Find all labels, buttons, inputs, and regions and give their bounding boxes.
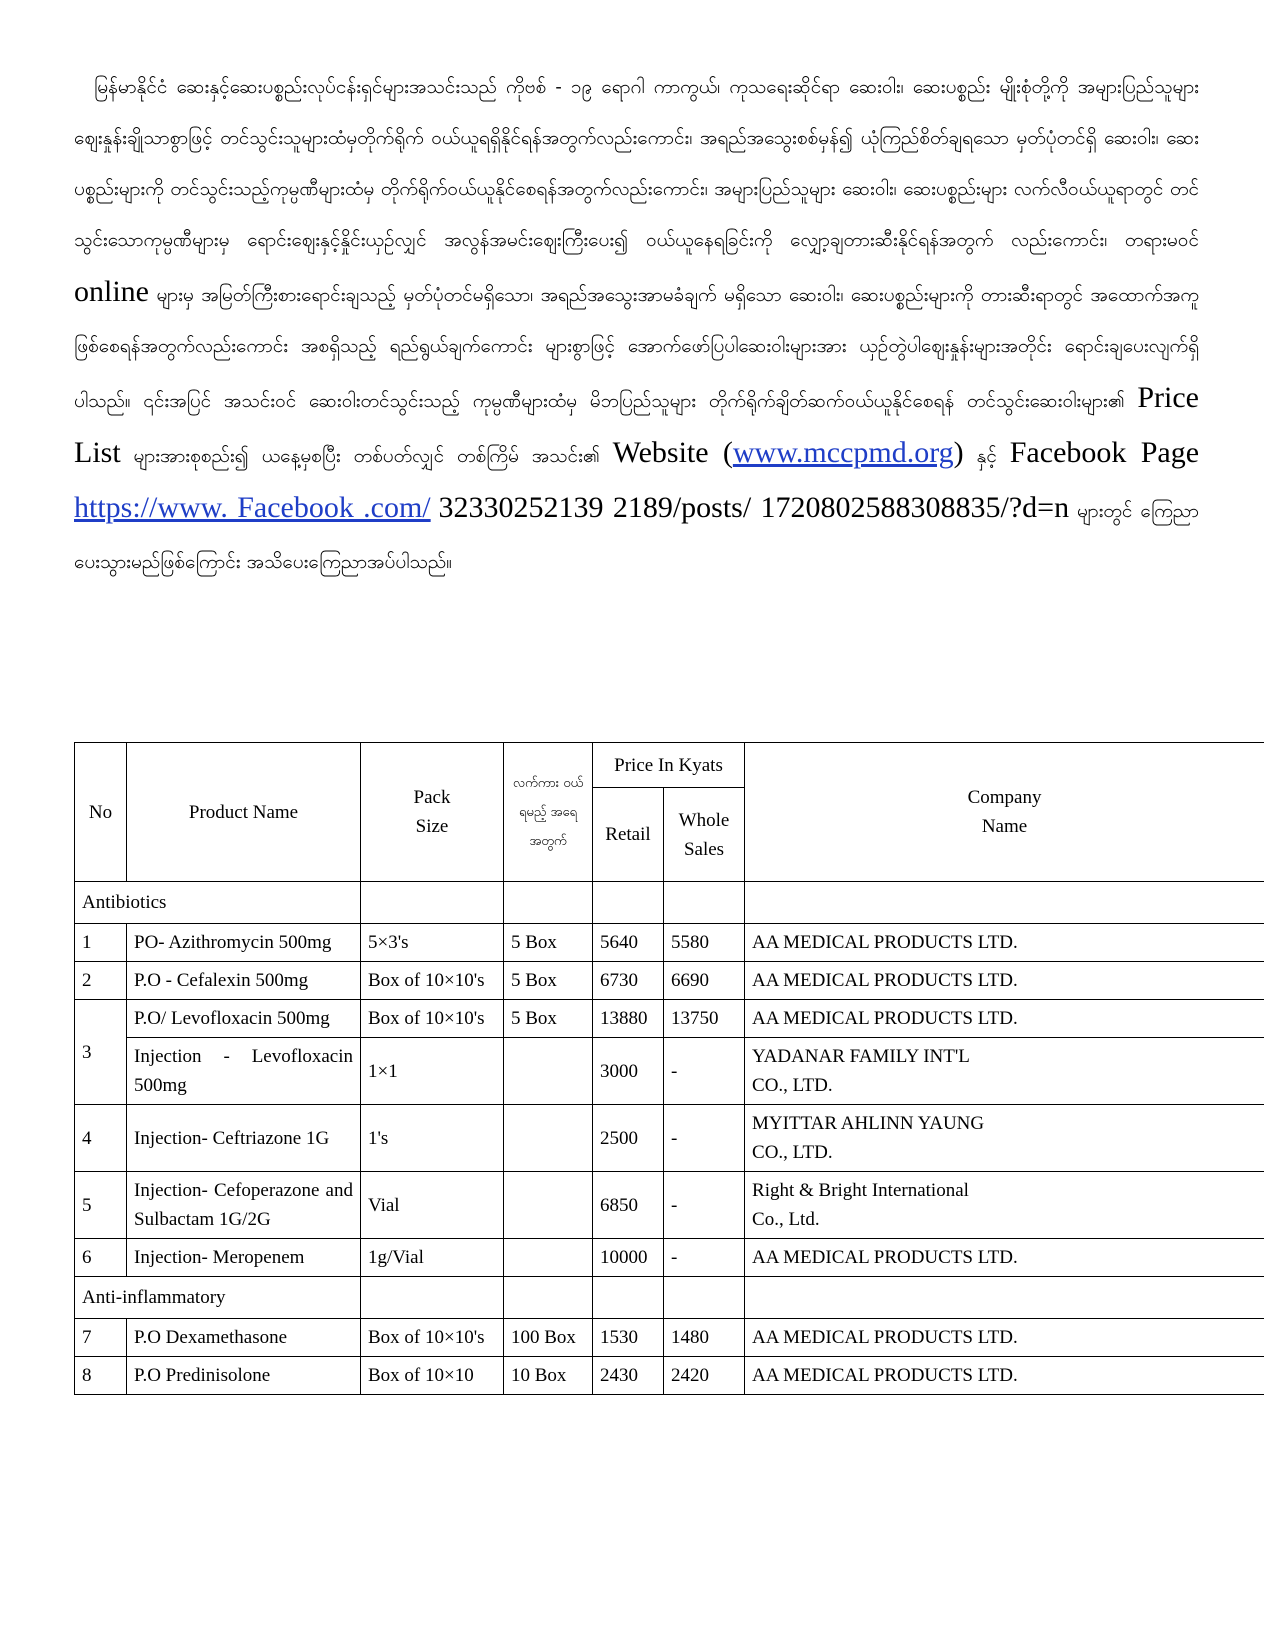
header-price-in-kyats: Price In Kyats [593, 743, 745, 788]
header-product-name: Product Name [127, 743, 361, 882]
table-row [75, 1239, 1265, 1277]
product-line2: Sulbactam 1G/2G [134, 1209, 271, 1230]
header-whole-line2: Sales [683, 838, 725, 860]
row-product-name: Injection- Ceftriazone 1G [127, 1105, 361, 1172]
row-company: AA MEDICAL PRODUCTS LTD. [745, 962, 1264, 1000]
company-line1: YADANAR FAMILY INT'L [752, 1046, 970, 1067]
row-qty [504, 1038, 593, 1105]
online-word: online [74, 275, 149, 308]
header-pack-line2: Size [415, 816, 449, 837]
row-no: 7 [75, 1319, 127, 1357]
facebook-label: Facebook Page [1009, 436, 1200, 469]
row-pack-size: Box of 10×10's [361, 1000, 504, 1038]
row-product-name: P.O Dexamethasone [127, 1319, 361, 1357]
row-pack-size: Box of 10×10's [361, 962, 504, 1000]
row-company [745, 1105, 1264, 1172]
table-row [75, 1038, 1265, 1105]
table-row [75, 924, 1265, 962]
facebook-path: 32330252139 2189/posts/ 1720802588308835/?d=n [438, 491, 1070, 524]
row-qty [504, 1105, 593, 1172]
company-line2: Co., Ltd. [752, 1209, 820, 1230]
row-qty: 10 Box [504, 1357, 593, 1395]
intro-text-3: များအားစုစည်း၍ ယနေ့မှစပြီး တစ်ပတ်လျှင် တစ်ကြိမ် အသင်း၏ [133, 445, 600, 467]
table-row [75, 1105, 1265, 1172]
intro-text-1: မြန်မာနိုင်ငံ ဆေးနှင့်ဆေးပစ္စည်းလုပ်ငန်းရှင်များအသင်းသည် ကိုဗစ် - ၁၉ ရောဂါ ကာကွယ်၊ ကုသရေးဆိုင်ရာ ဆေးဝါး၊ ဆေးပစ္စည်း မျိုးစုံတို့ကို အများပြည်သူများဈေးနှုန်းချိုသာစွာဖြင့် တင်သွင်းသူများထံမှတိုက်ရိုက် ဝယ်ယူရရှိနိုင်ရန်အတွက်လည်းကောင်း၊ အရည်အသွေးစစ်မှန်၍ ယုံကြည်စိတ်ချရသော မှတ်ပုံတင်ရှိ ဆေးဝါး၊ ဆေးပစ္စည်းများကို တင်သွင်းသည့်ကုမ္ပဏီများထံမှ တိုက်ရိုက်ဝယ်ယူနိုင်စေရန်အတွက်လည်းကောင်း၊ အများပြည်သူများ ဆေးဝါး၊ ဆေးပစ္စည်းများ လက်လီဝယ်ယူရာတွင် တင်သွင်းသောကုမ္ပဏီများမှ ရောင်းဈေးနှင့်နှိုင်းယှဉ်လျှင် အလွန်အမင်းဈေးကြီးပေး၍ ဝယ်ယူနေရခြင်းကို လျှော့ချတားဆီးနိုင်ရန်အတွက် လည်းကောင်း၊ တရားမဝင် [74, 76, 1199, 251]
website-close: ) [953, 436, 964, 469]
header-pack-line1: Pack [413, 787, 451, 808]
header-no: No [75, 743, 127, 882]
row-whole-sales: - [664, 1038, 745, 1105]
row-retail: 3000 [593, 1038, 664, 1105]
header-retail: Retail [593, 788, 664, 882]
row-company: AA MEDICAL PRODUCTS LTD. [745, 1000, 1264, 1038]
row-whole-sales: 13750 [664, 1000, 745, 1038]
row-retail: 6730 [593, 962, 664, 1000]
row-pack-size: 1g/Vial [361, 1239, 504, 1277]
category-anti-inflammatory: Anti-inflammatory [75, 1277, 361, 1319]
website-label: Website ( [612, 436, 733, 469]
category-row [75, 1277, 1265, 1319]
row-retail: 10000 [593, 1239, 664, 1277]
row-whole-sales: - [664, 1172, 745, 1239]
row-qty: 5 Box [504, 1000, 593, 1038]
header-wholesale-qty: လက်ကား ဝယ်ရမည့် အရေ အတွက် [504, 743, 593, 882]
header-company-name [745, 743, 1264, 882]
row-company: AA MEDICAL PRODUCTS LTD. [745, 1319, 1264, 1357]
row-retail: 13880 [593, 1000, 664, 1038]
category-antibiotics: Antibiotics [75, 882, 361, 924]
company-line1: Right & Bright International [752, 1180, 969, 1201]
row-whole-sales: - [664, 1105, 745, 1172]
table-row [75, 1319, 1265, 1357]
row-pack-size: 5×3's [361, 924, 504, 962]
product-line1: Injection- Cefoperazone and [134, 1180, 353, 1201]
row-retail: 2500 [593, 1105, 664, 1172]
company-line2: CO., LTD. [752, 1075, 833, 1096]
website-link[interactable]: www.mccpmd.org [732, 436, 954, 469]
row-qty: 5 Box [504, 962, 593, 1000]
row-product-name: PO- Azithromycin 500mg [127, 924, 361, 962]
table-row [75, 1000, 1265, 1038]
row-retail: 1530 [593, 1319, 664, 1357]
row-qty [504, 1239, 593, 1277]
header-whole-sales [664, 788, 745, 882]
row-company: AA MEDICAL PRODUCTS LTD. [745, 1239, 1264, 1277]
company-line2: CO., LTD. [752, 1142, 833, 1163]
row-company [745, 1172, 1264, 1239]
row-company: AA MEDICAL PRODUCTS LTD. [745, 924, 1264, 962]
company-line1: MYITTAR AHLINN YAUNG [752, 1113, 985, 1134]
intro-text-2: များမှ အမြတ်ကြီးစားရောင်းချသည့် မှတ်ပုံတင်မရှိသော၊ အရည်အသွေးအာမခံချက် မရှိသော ဆေးဝါး၊ ဆေးပစ္စည်းများကို တားဆီးရာတွင် အထောက်အကူဖြစ်စေရန်အတွက်လည်းကောင်း အစရှိသည့် ရည်ရွယ်ချက်ကောင်း များစွာဖြင့် အောက်ဖော်ပြပါဆေးဝါးများအား ယှဉ်တွဲပါဈေးနှုန်းများအတိုင်း ရောင်းချပေးလျက်ရှိပါသည်။ ၎င်းအပြင် အသင်းဝင် ဆေးဝါးတင်သွင်းသည့် ကုမ္ပဏီများထံမှ မိဘပြည်သူများ တိုက်ရိုက်ချိတ်ဆက်ဝယ်ယူနိုင်စေရန် တင်သွင်းဆေးဝါးများ၏ [74, 284, 1199, 412]
row-product-name: P.O Predinisolone [127, 1357, 361, 1395]
facebook-link[interactable]: https://www. Facebook .com/ [74, 491, 431, 524]
price-list-word: Price List [74, 381, 1199, 469]
header-pack-size [361, 743, 504, 882]
row-no: 5 [75, 1172, 127, 1239]
category-row [75, 882, 1265, 924]
row-product-name: Injection - Levofloxacin 500mg [127, 1038, 361, 1105]
row-retail: 6850 [593, 1172, 664, 1239]
row-qty: 5 Box [504, 924, 593, 962]
header-whole-line1: Whole [678, 809, 730, 831]
row-company: AA MEDICAL PRODUCTS LTD. [745, 1357, 1264, 1395]
header-row-1 [75, 743, 1265, 788]
row-whole-sales: 6690 [664, 962, 745, 1000]
row-no: 4 [75, 1105, 127, 1172]
row-product-name [127, 1172, 361, 1239]
row-product-name: Injection- Meropenem [127, 1239, 361, 1277]
row-product-name: P.O - Cefalexin 500mg [127, 962, 361, 1000]
row-whole-sales: - [664, 1239, 745, 1277]
row-no: 2 [75, 962, 127, 1000]
intro-paragraph [74, 62, 1199, 588]
row-pack-size: Box of 10×10's [361, 1319, 504, 1357]
header-company-line1: Company [967, 787, 1042, 808]
row-pack-size: Box of 10×10 [361, 1357, 504, 1395]
header-company-line2: Name [981, 816, 1028, 837]
row-pack-size: 1×1 [361, 1038, 504, 1105]
row-qty: 100 Box [504, 1319, 593, 1357]
intro-text-4: နှင့် [976, 445, 997, 467]
row-no: 8 [75, 1357, 127, 1395]
row-retail: 2430 [593, 1357, 664, 1395]
row-whole-sales: 2420 [664, 1357, 745, 1395]
row-no: 6 [75, 1239, 127, 1277]
table-row [75, 962, 1265, 1000]
row-pack-size: 1's [361, 1105, 504, 1172]
row-pack-size: Vial [361, 1172, 504, 1239]
row-product-name: P.O/ Levofloxacin 500mg [127, 1000, 361, 1038]
table-row [75, 1172, 1265, 1239]
row-no: 1 [75, 924, 127, 962]
row-retail: 5640 [593, 924, 664, 962]
row-whole-sales: 5580 [664, 924, 745, 962]
row-no: 3 [75, 1000, 127, 1105]
row-company [745, 1038, 1264, 1105]
intro-text-5: များတွင် ကြေညာပေးသွားမည်ဖြစ်ကြောင်း အသိပေးကြေညာအပ်ပါသည်။ [74, 500, 1199, 573]
price-table [74, 742, 1264, 1395]
row-whole-sales: 1480 [664, 1319, 745, 1357]
table-row [75, 1357, 1265, 1395]
row-qty [504, 1172, 593, 1239]
